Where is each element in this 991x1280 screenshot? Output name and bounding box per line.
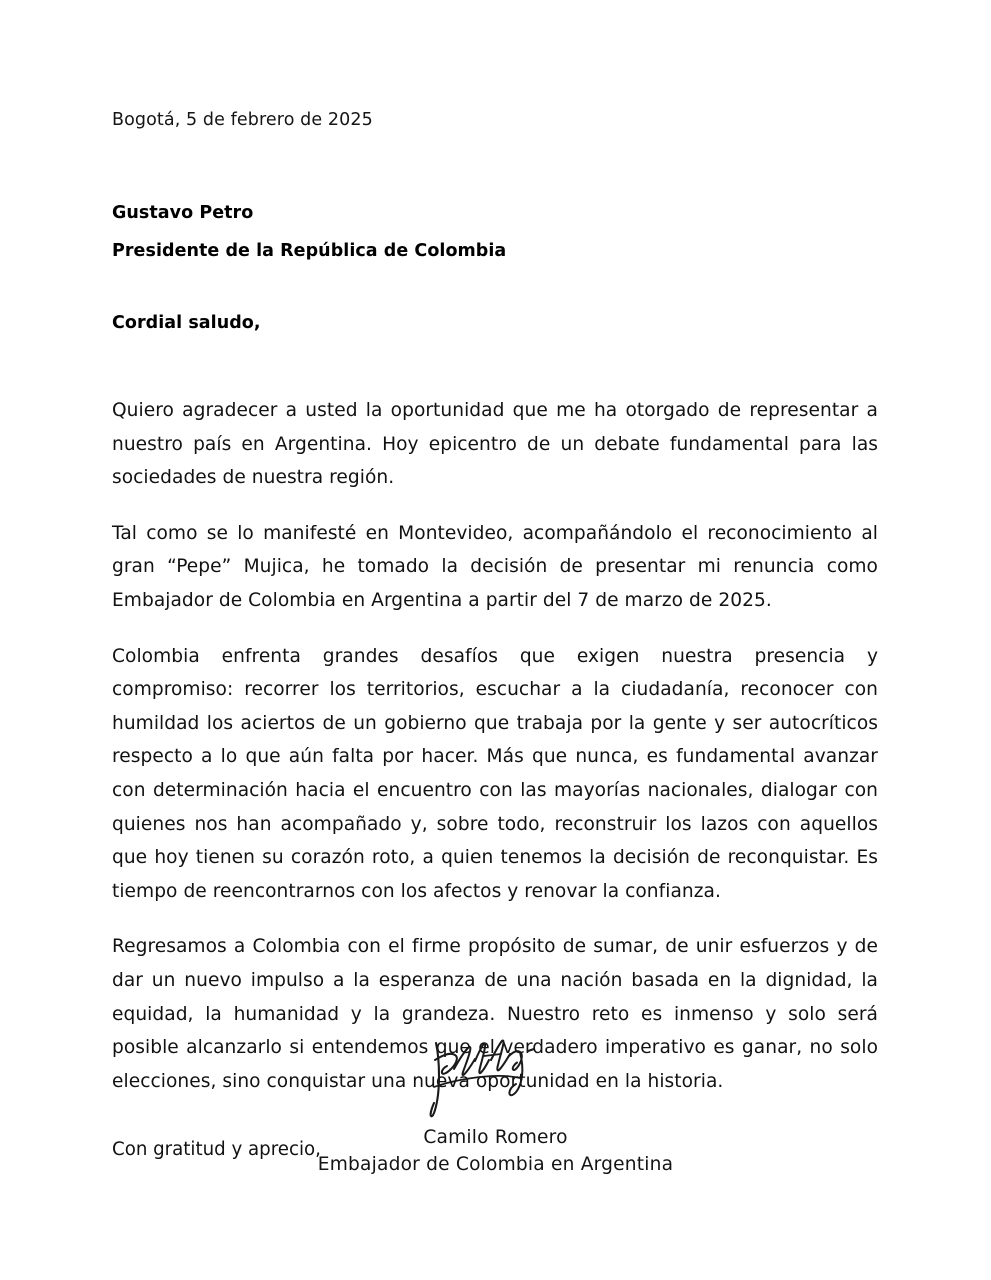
letter-content <box>112 0 878 1163</box>
signer-name: Camilo Romero <box>423 1127 568 1148</box>
body-paragraph: Tal como se lo manifesté en Montevideo, acompañándolo el reconocimiento al gran “Pepe” Mujica, he tomado la decisión de presentar mi renuncia como Embajador de Colombia en Argentina a partir del 7 de marzo de 2025. <box>112 522 878 611</box>
body-paragraph: Quiero agradecer a usted la oportunidad que me ha otorgado de representar a nuestro país en Argentina. Hoy epicentro de un debate fundamental para las sociedades de nuestra región. <box>112 400 878 489</box>
closing-line: Con gratitud y aprecio, <box>112 1139 321 1161</box>
signer-title: Embajador de Colombia en Argentina <box>317 1154 674 1175</box>
handwritten-signature-icon <box>421 1030 571 1122</box>
date-line: Bogotá, 5 de febrero de 2025 <box>112 110 373 130</box>
addressee-block <box>112 194 878 270</box>
body-paragraph: Colombia enfrenta grandes desafíos que exigen nuestra presencia y compromiso: recorrer los territorios, escuchar a la ciudadanía, reconocer con humildad los aciertos de un gobierno que trabaja por la gente y ser autocríticos respecto a lo que aún falta por hacer. Más que nunca, es fundamental avanzar con determinación hacia el encuentro con las mayorías nacionales, dialogar con quienes nos han acompañado y, sobre todo, reconstruir los lazos con aquellos que hoy tienen su corazón roto, a quien tenemos la decisión de reconquistar. Es tiempo de reencontrarnos con los afectos y renovar la confianza. <box>112 645 878 902</box>
salutation: Cordial saludo, <box>112 313 261 333</box>
addressee-title: Presidente de la República de Colombia <box>112 241 507 261</box>
addressee-name: Gustavo Petro <box>112 203 254 223</box>
body-block <box>112 394 878 1098</box>
signature-block <box>0 1030 991 1178</box>
body-paragraph: Regresamos a Colombia con el firme propósito de sumar, de unir esfuerzos y de dar un nuevo impulso a la esperanza de una nación basada en la dignidad, la equidad, la humanidad y la grandeza. Nuestro reto es inmenso y solo será posible alcanzarlo si entendemos que el verdadero imperativo es ganar, no solo elecciones, sino conquistar una nueva oportunidad en la historia. <box>112 936 878 1092</box>
